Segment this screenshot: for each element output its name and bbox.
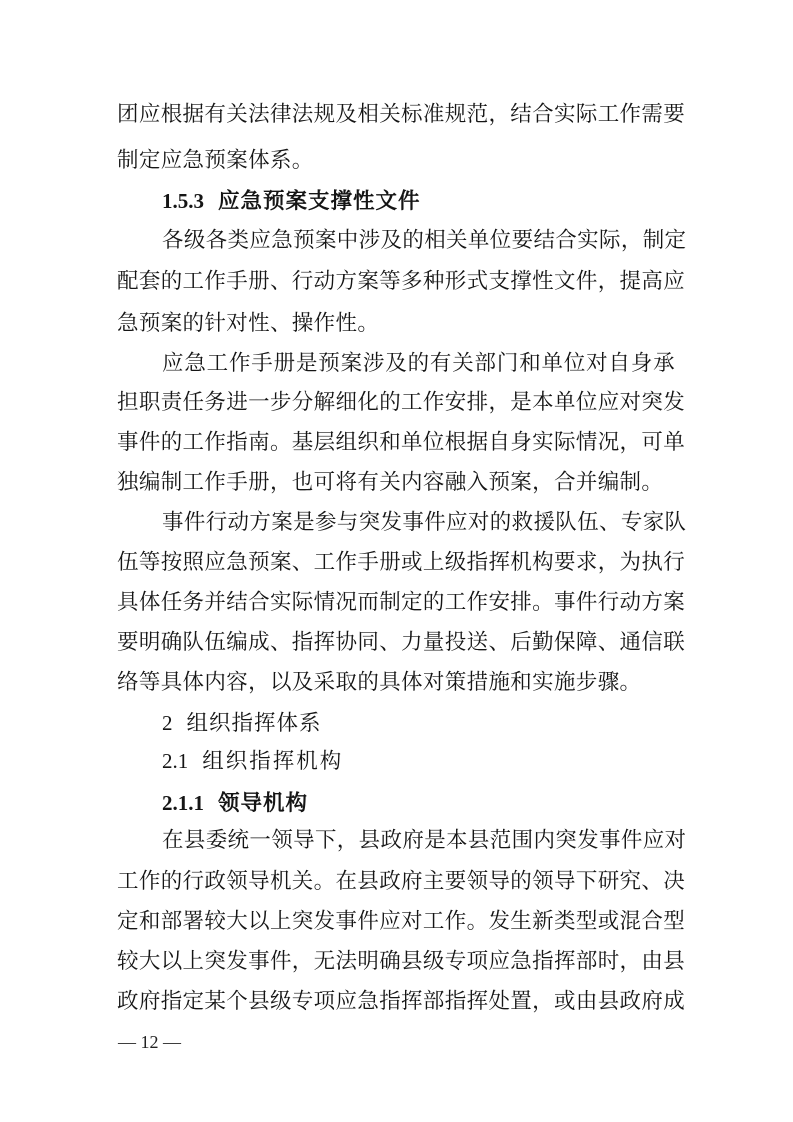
paragraph-line: 各级各类应急预案中涉及的相关单位要结合实际，制定 (162, 228, 687, 253)
section-heading-2 (162, 708, 322, 739)
section-heading-2-1-1 (162, 788, 308, 819)
paragraph-line: 具体任务并结合实际情况而制定的工作安排。事件行动方案 (117, 590, 686, 615)
section-title: 应急预案支撑性文件 (218, 189, 421, 214)
paragraph-line: 担职责任务进一步分解细化的工作安排，是本单位应对突发 (117, 390, 686, 415)
paragraph-line: 独编制工作手册，也可将有关内容融入预案，合并编制。 (117, 470, 664, 495)
paragraph-line: 络等具体内容，以及采取的具体对策措施和实施步骤。 (117, 670, 642, 695)
section-number: 2.1 (162, 749, 189, 773)
paragraph-line: 在县委统一领导下，县政府是本县范围内突发事件应对 (162, 828, 687, 853)
paragraph-line: 事件的工作指南。基层组织和单位根据自身实际情况，可单 (117, 430, 686, 455)
section-number: 2.1.1 (162, 791, 204, 815)
paragraph-line: 团应根据有关法律法规及相关标准规范，结合实际工作需要 (117, 102, 686, 127)
section-heading-1-5-3 (162, 186, 421, 217)
paragraph-line: 事件行动方案是参与突发事件应对的救援队伍、专家队 (162, 510, 687, 535)
section-heading-2-1 (162, 746, 343, 777)
paragraph-line: 较大以上突发事件，无法明确县级专项应急指挥部时，由县 (117, 949, 686, 974)
paragraph-line: 配套的工作手册、行动方案等多种形式支撑性文件，提高应 (117, 269, 686, 294)
paragraph-line: 制定应急预案体系。 (117, 148, 314, 173)
section-title: 领导机构 (218, 791, 309, 816)
section-title: 组织指挥体系 (186, 711, 322, 736)
paragraph-line: 应急工作手册是预案涉及的有关部门和单位对自身承 (162, 351, 675, 376)
paragraph-line: 急预案的针对性、操作性。 (117, 311, 380, 336)
section-title: 组织指挥机构 (202, 749, 344, 774)
paragraph-line: 要明确队伍编成、指挥协同、力量投送、后勤保障、通信联 (117, 630, 686, 655)
paragraph-line: 政府指定某个县级专项应急指挥部指挥处置，或由县政府成 (117, 989, 686, 1014)
section-number: 1.5.3 (162, 189, 204, 213)
section-number: 2 (162, 711, 173, 735)
paragraph-line: 定和部署较大以上突发事件应对工作。发生新类型或混合型 (117, 909, 686, 934)
paragraph-line: 工作的行政领导机关。在县政府主要领导的领导下研究、决 (117, 869, 686, 894)
page-number: — 12 — (118, 1032, 181, 1052)
paragraph-line: 伍等按照应急预案、工作手册或上级指挥机构要求，为执行 (117, 550, 686, 575)
